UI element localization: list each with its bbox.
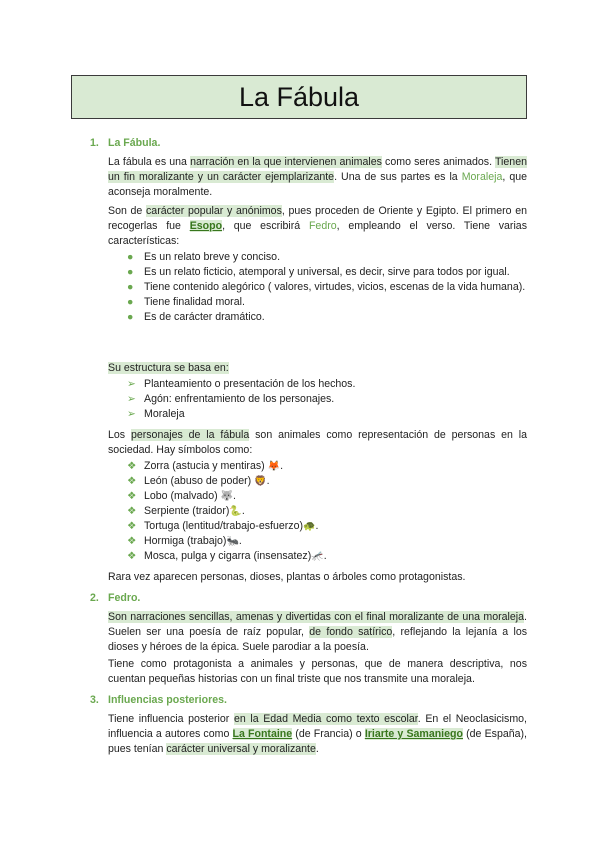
- list-item: ● Es un relato breve y conciso.: [127, 251, 281, 263]
- diamond-icon: ❖: [127, 520, 137, 532]
- diamond-icon: ❖: [127, 475, 137, 487]
- section-1-heading: [90, 137, 160, 149]
- paragraph: Rara vez aparecen personas, dioses, plantas o árboles como protagonistas.: [108, 571, 466, 583]
- list-item: ● Es de carácter dramático.: [127, 311, 265, 323]
- paragraph: Son narraciones sencillas, amenas y divertidas con el final moralizante de una moraleja. Suelen ser una poesía de raíz popular, de fondo satírico, reflejando la lejanía a los dioses y héroes de la épica. Suele parodiar a la poesía.: [108, 611, 528, 653]
- section-number: 1.: [90, 137, 99, 149]
- section-title: Fedro.: [108, 592, 141, 604]
- bullet-icon: ●: [127, 251, 134, 263]
- paragraph: Tiene influencia posterior en la Edad Media como texto escolar. En el Neoclasicismo, influencia a autores como La Fontaine (de Francia) o Iriarte y Samaniego (de España), pues tenían carácter universal y moralizante.: [108, 713, 527, 755]
- paragraph: Los personajes de la fábula son animales como representación de personas en la sociedad. Hay símbolos como:: [108, 429, 527, 456]
- diamond-icon: ❖: [127, 460, 137, 472]
- diamond-icon: ❖: [127, 490, 137, 502]
- section-number: 2.: [90, 592, 99, 604]
- list-item: ❖ León (abuso de poder) 🦁.: [127, 475, 270, 487]
- bullet-icon: ●: [127, 266, 134, 278]
- list-item: ❖ Hormiga (trabajo)🐜.: [127, 535, 242, 547]
- turtle-icon: 🐢: [303, 521, 316, 532]
- arrow-icon: ➢: [127, 393, 136, 405]
- paragraph: Son de carácter popular y anónimos, pues proceden de Oriente y Egipto. El primero en recogerlas fue Esopo, que escribirá Fedro, empleando el verso. Tiene varias características:: [108, 205, 527, 247]
- paragraph: La fábula es una narración en la que intervienen animales como seres animados. Tienen un fin moralizante y un carácter ejemplarizante. Una de sus partes es la Moraleja, que aconseja moralmente.: [108, 156, 527, 198]
- list-item: ➢ Agón: enfrentamiento de los personajes.: [127, 393, 335, 405]
- list-item: ❖ Tortuga (lentitud/trabajo-esfuerzo)🐢.: [127, 520, 319, 532]
- features-list: [127, 250, 527, 325]
- structure-list: [127, 377, 527, 422]
- bullet-icon: ●: [127, 296, 134, 308]
- title-box: [71, 75, 527, 119]
- page-title: La Fábula: [238, 81, 360, 112]
- list-item: ● Tiene contenido alegórico ( valores, virtudes, vicios, escenas de la vida humana).: [127, 281, 526, 293]
- structure-intro: Su estructura se basa en:: [108, 362, 229, 374]
- section-2-heading: [90, 592, 140, 604]
- bullet-icon: ●: [127, 281, 134, 293]
- section-number: 3.: [90, 694, 99, 706]
- list-item: ❖ Zorra (astucia y mentiras) 🦊.: [127, 460, 284, 472]
- paragraph: Tiene como protagonista a animales y personas, que de manera descriptiva, nos cuentan pequeñas historias con un final triste que nos transmite una moraleja.: [108, 658, 527, 685]
- list-item: ➢ Moraleja: [127, 408, 185, 420]
- arrow-icon: ➢: [127, 378, 136, 390]
- list-item: ❖ Lobo (malvado) 🐺.: [127, 490, 236, 502]
- fox-icon: 🦊: [267, 461, 281, 472]
- la-fontaine-link[interactable]: La Fontaine: [232, 728, 293, 740]
- ant-icon: 🐜: [226, 536, 239, 547]
- snake-icon: 🐍: [229, 506, 242, 517]
- section-3-heading: [90, 694, 227, 706]
- diamond-icon: ❖: [127, 535, 137, 547]
- mosquito-icon: 🦟: [311, 551, 324, 562]
- iriarte-samaniego-link[interactable]: Iriarte y Samaniego: [364, 728, 463, 740]
- list-item: ● Tiene finalidad moral.: [127, 296, 245, 308]
- diamond-icon: ❖: [127, 505, 137, 517]
- section-title: Influencias posteriores.: [108, 694, 227, 706]
- list-item: ❖ Serpiente (traidor)🐍.: [127, 505, 245, 517]
- lion-icon: 🦁: [254, 476, 267, 487]
- symbols-list: [127, 459, 527, 564]
- esopo-link[interactable]: Esopo: [189, 220, 223, 232]
- wolf-icon: 🐺: [220, 491, 234, 502]
- list-item: ➢ Planteamiento o presentación de los hechos.: [127, 378, 356, 390]
- section-title: La Fábula.: [108, 137, 161, 149]
- list-item: ❖ Mosca, pulga y cigarra (insensatez)🦟.: [127, 550, 327, 562]
- diamond-icon: ❖: [127, 550, 137, 562]
- bullet-icon: ●: [127, 311, 134, 323]
- arrow-icon: ➢: [127, 408, 136, 420]
- list-item: ● Es un relato ficticio, atemporal y universal, es decir, sirve para todos por igual.: [127, 266, 510, 278]
